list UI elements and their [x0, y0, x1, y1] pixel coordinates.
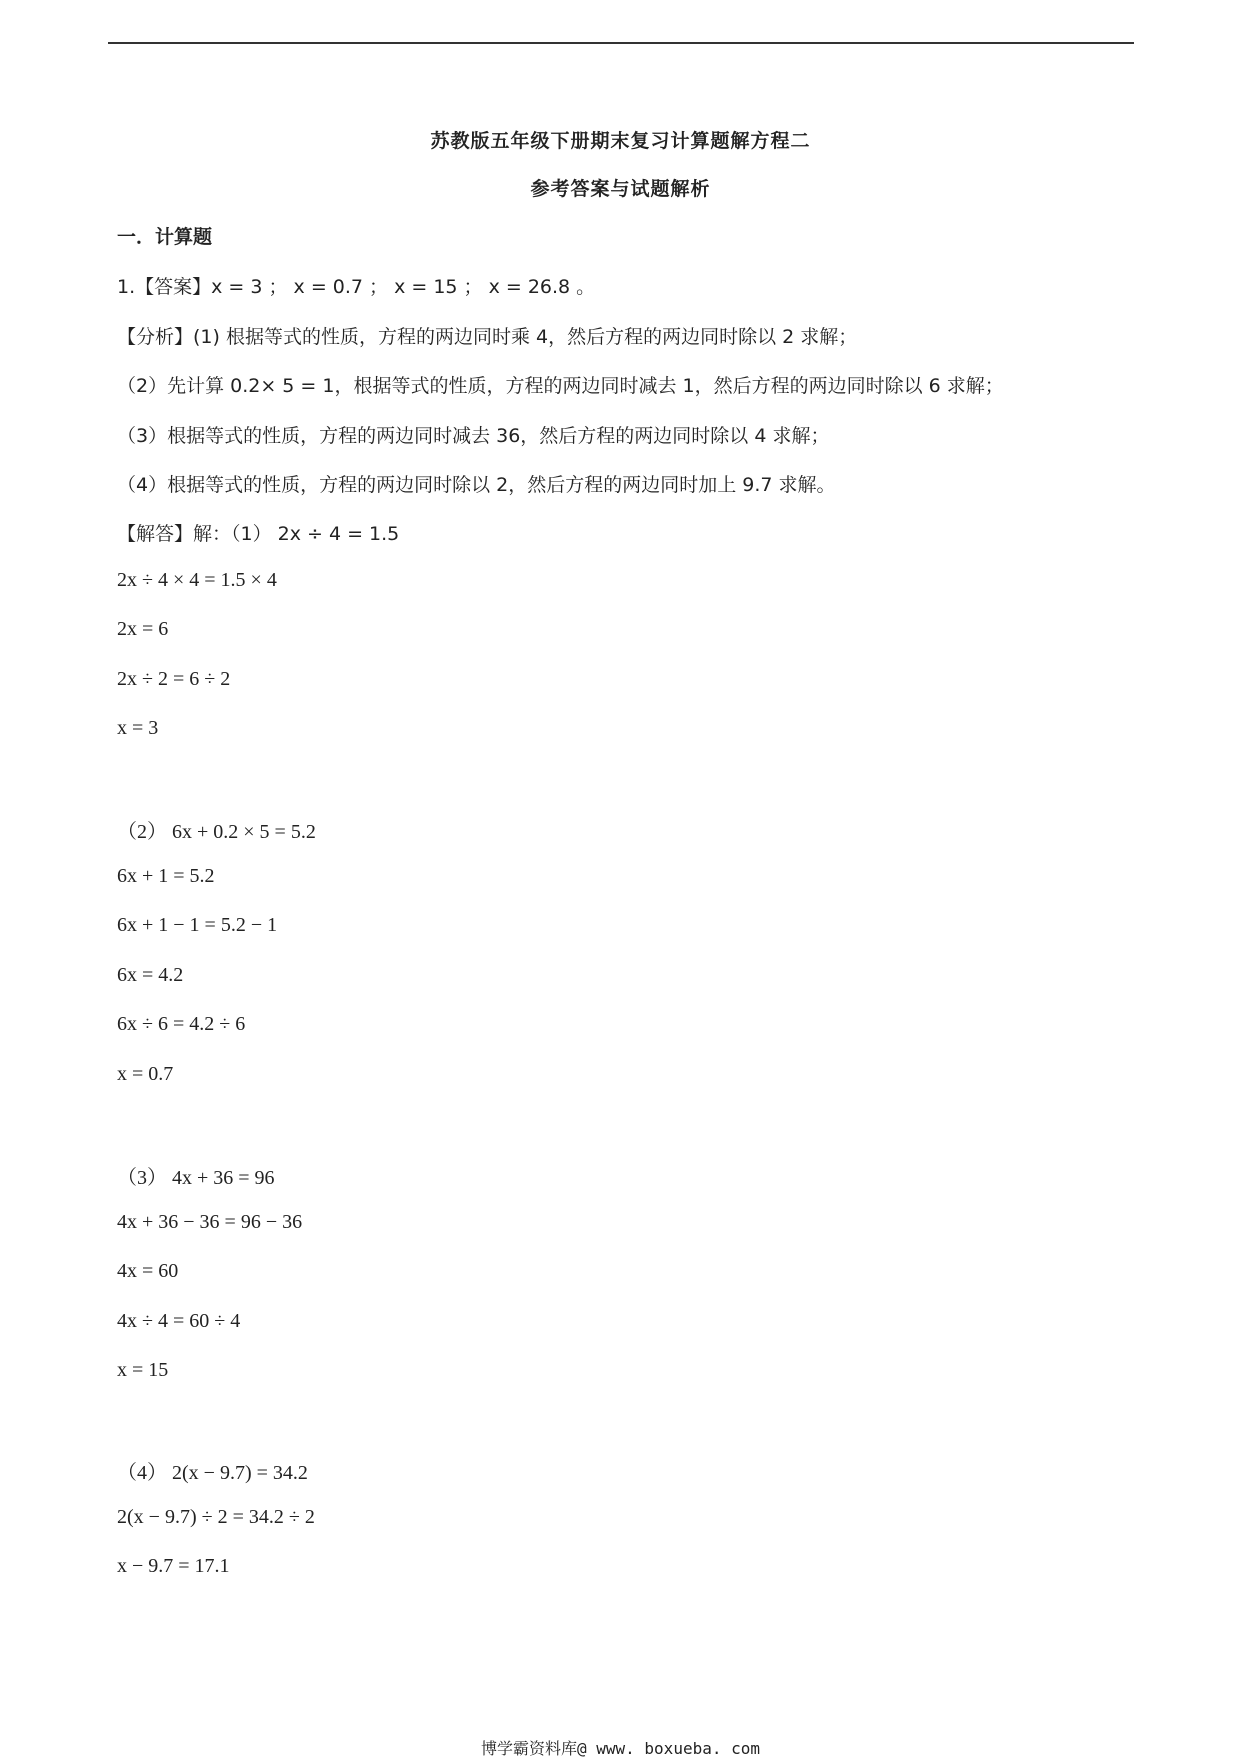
- solution-step: x = 0.7: [117, 1063, 174, 1085]
- solution-step: x = 3: [117, 717, 159, 739]
- top-rule: [108, 42, 1134, 44]
- section-heading: 一．计算题: [117, 226, 213, 248]
- part-2-heading: （2） 6x + 0.2 × 5 = 5.2: [117, 821, 316, 843]
- answer-line: 1.【答案】x = 3 ； x = 0.7 ； x = 15 ； x = 26.8 。: [117, 276, 596, 298]
- solution-step: 2x ÷ 4 × 4 = 1.5 × 4: [117, 569, 277, 591]
- analysis-line-1: 【分析】(1) 根据等式的性质，方程的两边同时乘 4，然后方程的两边同时除以 2 求解；: [117, 326, 858, 348]
- solution-step: x = 15: [117, 1359, 169, 1381]
- solution-step: 2(x − 9.7) ÷ 2 = 34.2 ÷ 2: [117, 1506, 315, 1528]
- solution-step: 4x = 60: [117, 1260, 179, 1282]
- analysis-line-4: （4）根据等式的性质，方程的两边同时除以 2，然后方程的两边同时加上 9.7 求解。: [117, 474, 836, 496]
- solution-step: 4x + 36 − 36 = 96 − 36: [117, 1211, 303, 1233]
- document-title: 苏教版五年级下册期末复习计算题解方程二: [430, 130, 811, 152]
- analysis-line-3: （3）根据等式的性质，方程的两边同时减去 36，然后方程的两边同时除以 4 求解；: [117, 425, 830, 447]
- part-4-heading: （4） 2(x − 9.7) = 34.2: [117, 1462, 308, 1484]
- solution-step: 4x ÷ 4 = 60 ÷ 4: [117, 1310, 241, 1332]
- solution-step: 6x = 4.2: [117, 964, 184, 986]
- solution-step: 6x + 1 − 1 = 5.2 − 1: [117, 914, 278, 936]
- part-3-heading: （3） 4x + 36 = 96: [117, 1167, 275, 1189]
- solution-intro: 【解答】解：（1） 2x ÷ 4 = 1.5: [117, 523, 400, 545]
- analysis-line-2: （2）先计算 0.2× 5 = 1，根据等式的性质，方程的两边同时减去 1，然后方程的两边同时除以 6 求解；: [117, 375, 1004, 397]
- solution-step: 2x = 6: [117, 618, 169, 640]
- solution-step: 6x ÷ 6 = 4.2 ÷ 6: [117, 1013, 246, 1035]
- page-footer: 博学霸资料库@ www. boxueba. com: [480, 1739, 761, 1758]
- document-subtitle: 参考答案与试题解析: [530, 178, 711, 200]
- solution-step: 2x ÷ 2 = 6 ÷ 2: [117, 668, 231, 690]
- solution-step: 6x + 1 = 5.2: [117, 865, 215, 887]
- solution-step: x − 9.7 = 17.1: [117, 1555, 230, 1577]
